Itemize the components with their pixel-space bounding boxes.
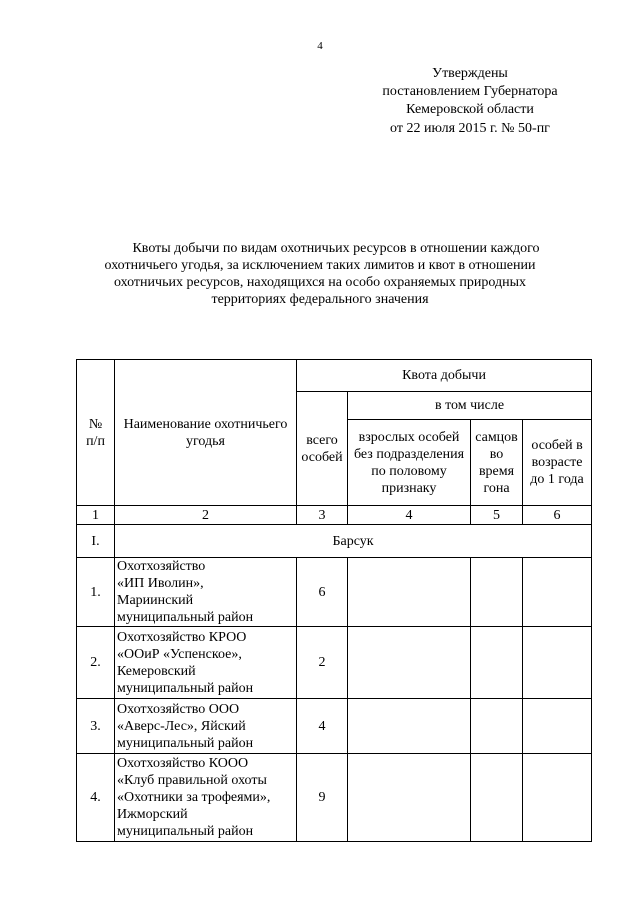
- header-cell-including: в том числе: [348, 392, 592, 420]
- approval-line-3: Кемеровской области: [406, 102, 534, 117]
- males-quota: [471, 627, 523, 699]
- approval-line-2: постановлением Губернатора: [382, 84, 558, 99]
- column-number-row: [77, 506, 592, 525]
- column-number-cell: 5: [471, 506, 523, 525]
- quota-table: [76, 359, 592, 842]
- young-quota: [523, 627, 592, 699]
- table-row: [77, 754, 592, 842]
- document-title-line-4: территориях федерального значения: [211, 292, 429, 307]
- header-cell-ground-name: Наименование охотничьего угодья: [115, 360, 297, 506]
- header-row-quota: [77, 360, 592, 392]
- document-title-line-1: Квоты добычи по видам охотничьих ресурсов в отношении каждого: [132, 241, 540, 256]
- hunting-ground-name: Охотхозяйство ООО «Аверс-Лес», Яйский муниципальный район: [115, 699, 297, 754]
- adults-quota: [348, 627, 471, 699]
- document-title-line-2: охотничьего угодья, за исключением таких лимитов и квот в отношении: [104, 258, 536, 273]
- header-cell-quota: Квота добычи: [297, 360, 592, 392]
- hunting-ground-name: Охотхозяйство КООО «Клуб правильной охоты «Охотники за трофеями», Ижморский муниципальный район: [115, 754, 297, 842]
- header-cell-males: самцов во время гона: [471, 420, 523, 506]
- approval-line-1: Утверждены: [432, 66, 508, 81]
- section-title: Барсук: [115, 525, 592, 558]
- row-number: 4.: [77, 754, 115, 842]
- document-title-line-3: охотничьих ресурсов, находящихся на особо охраняемых природных: [114, 275, 526, 290]
- young-quota: [523, 558, 592, 627]
- page-number: 4: [317, 40, 323, 52]
- young-quota: [523, 699, 592, 754]
- section-number: I.: [77, 525, 115, 558]
- header-cell-adults: взрослых особей без подразделения по половому признаку: [348, 420, 471, 506]
- table-row: [77, 627, 592, 699]
- header-cell-young: особей в возрасте до 1 года: [523, 420, 592, 506]
- column-number-cell: 1: [77, 506, 115, 525]
- total-quota: 4: [297, 699, 348, 754]
- total-quota: 9: [297, 754, 348, 842]
- males-quota: [471, 754, 523, 842]
- section-row-badger: [77, 525, 592, 558]
- row-number: 3.: [77, 699, 115, 754]
- total-quota: 6: [297, 558, 348, 627]
- approval-line-4: от 22 июля 2015 г. № 50-пг: [390, 121, 550, 136]
- column-number-cell: 3: [297, 506, 348, 525]
- header-cell-total: всего особей: [297, 392, 348, 506]
- young-quota: [523, 754, 592, 842]
- column-number-cell: 6: [523, 506, 592, 525]
- hunting-ground-name: Охотхозяйство КРОО «ООиР «Успенское», Кемеровский муниципальный район: [115, 627, 297, 699]
- males-quota: [471, 699, 523, 754]
- row-number: 1.: [77, 558, 115, 627]
- adults-quota: [348, 558, 471, 627]
- row-number: 2.: [77, 627, 115, 699]
- column-number-cell: 4: [348, 506, 471, 525]
- total-quota: 2: [297, 627, 348, 699]
- header-cell-number: № п/п: [77, 360, 115, 506]
- table-row: [77, 558, 592, 627]
- males-quota: [471, 558, 523, 627]
- adults-quota: [348, 699, 471, 754]
- hunting-ground-name: Охотхозяйство «ИП Иволин», Мариинский муниципальный район: [115, 558, 297, 627]
- column-number-cell: 2: [115, 506, 297, 525]
- table-row: [77, 699, 592, 754]
- adults-quota: [348, 754, 471, 842]
